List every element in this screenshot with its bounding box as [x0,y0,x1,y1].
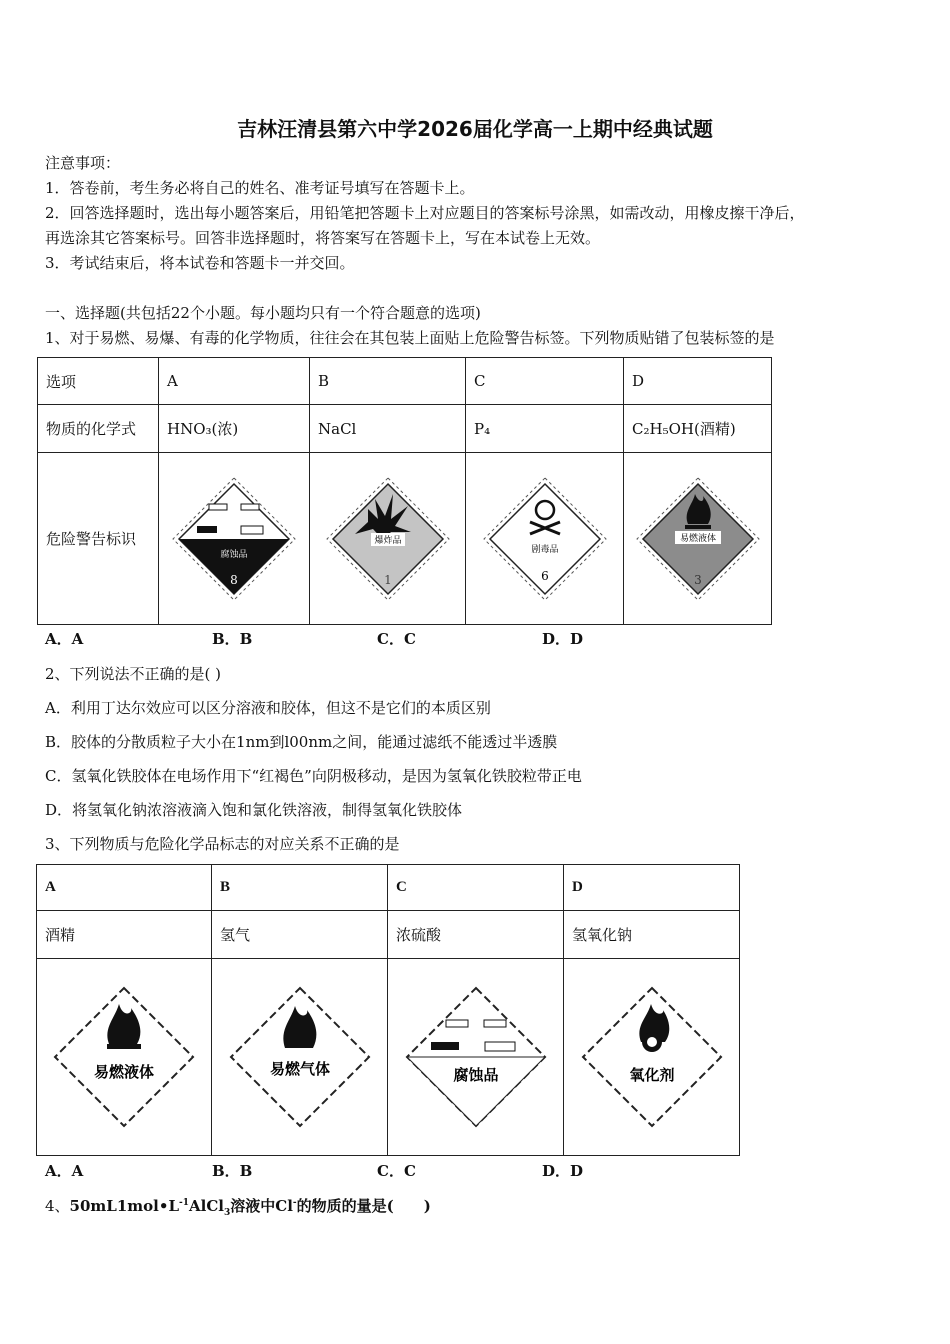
svg-text:爆炸品: 爆炸品 [373,535,402,546]
answer-option-d[interactable]: D．D [542,1162,584,1180]
superscript: -1 [179,1198,189,1208]
cell-option: A [159,358,310,405]
stem-text: AlCl [189,1197,224,1215]
cell-formula: P₄ [466,405,624,453]
answer-option-c[interactable]: C．氢氧化铁胶体在电场作用下“红褐色”向阴极移动，是因为氢氧化铁胶粒带正电 [45,767,582,785]
flammable-gas-hazard-sign [225,982,375,1132]
question-number: 4、 [45,1197,70,1215]
svg-text:腐蚀品: 腐蚀品 [452,1066,499,1084]
cell-formula: HNO₃(浓) [159,405,310,453]
svg-text:3: 3 [693,572,702,587]
cell-option: D [624,358,772,405]
answer-option-b[interactable]: B．B [212,1162,253,1180]
svg-text:6: 6 [540,568,549,583]
svg-text:腐蚀品: 腐蚀品 [220,549,248,560]
answer-option-d[interactable]: D．D [542,630,584,648]
subscript: 3 [223,1208,231,1218]
oxidizer-hazard-sign [577,982,727,1132]
svg-text:1: 1 [383,572,392,587]
cell-option: A [37,865,212,911]
stem-text: 的物质的量是( ) [296,1197,431,1215]
notice-item: 2．回答选择题时，选出每小题答案后，用铅笔把答题卡上对应题目的答案标号涂黑，如需改动，用橡皮擦干净后， [45,204,805,222]
corrosive-hazard-sign [169,474,299,604]
page-title: 吉林汪清县第六中学2026届化学高一上期中经典试题 [237,117,713,141]
cell-option: B [310,358,466,405]
cell-substance: 氢氧化钠 [564,911,740,959]
cell-substance: 浓硫酸 [388,911,564,959]
corrosive-hazard-sign [401,982,551,1132]
svg-text:易燃液体: 易燃液体 [679,533,716,544]
flammable-liquid-hazard-sign [633,474,763,604]
svg-text:易燃气体: 易燃气体 [269,1060,330,1078]
stem-text: 50mL1mol•L [69,1197,179,1215]
stem-text: 溶液中Cl [230,1197,293,1215]
answer-option-c[interactable]: C．C [377,630,416,648]
question-1-stem: 1、对于易燃、易爆、有毒的化学物质，往往会在其包装上面贴上危险警告标签。下列物质贴错了包装标签的是 [45,329,775,347]
cell-option: D [564,865,740,911]
question-3-stem: 3、下列物质与危险化学品标志的对应关系不正确的是 [45,835,400,853]
row-label: 危险警告标识 [38,453,159,625]
svg-text:8: 8 [230,572,238,587]
cell-option: C [388,865,564,911]
notice-item: 1．答卷前，考生务必将自己的姓名、准考证号填写在答题卡上。 [45,179,475,197]
svg-text:易燃液体: 易燃液体 [93,1063,155,1081]
cell-formula: NaCl [310,405,466,453]
question-2-stem: 2、下列说法不正确的是( ) [45,665,222,683]
cell-option: C [466,358,624,405]
question-1-table [37,357,772,625]
cell-substance: 氢气 [212,911,388,959]
answer-option-b[interactable]: B．B [212,630,253,648]
cell-option: B [212,865,388,911]
notice-heading: 注意事项： [45,154,121,172]
row-label: 物质的化学式 [38,405,159,453]
toxic-hazard-sign [480,474,610,604]
row-label: 选项 [38,358,159,405]
cell-formula: C₂H₅OH(酒精) [624,405,772,453]
flammable-liquid-hazard-sign [49,982,199,1132]
answer-option-b[interactable]: B．胶体的分散质粒子大小在1nm到l00nm之间，能通过滤纸不能透过半透膜 [45,733,558,751]
notice-item: 再选涂其它答案标号。回答非选择题时，将答案写在答题卡上，写在本试卷上无效。 [45,229,601,247]
answer-option-a[interactable]: A．A [45,630,84,648]
answer-option-a[interactable]: A．A [45,1162,84,1180]
svg-text:剧毒品: 剧毒品 [530,544,559,555]
answer-option-c[interactable]: C．C [377,1162,416,1180]
cell-substance: 酒精 [37,911,212,959]
question-4-stem [45,1195,431,1218]
notice-item: 3．考试结束后，将本试卷和答题卡一并交回。 [45,254,355,272]
answer-option-a[interactable]: A．利用丁达尔效应可以区分溶液和胶体，但这不是它们的本质区别 [45,699,491,717]
answer-option-d[interactable]: D．将氢氧化钠浓溶液滴入饱和氯化铁溶液，制得氢氧化铁胶体 [45,801,463,819]
explosive-hazard-sign [323,474,453,604]
superscript: - [292,1198,297,1208]
section-heading: 一、选择题(共包括22个小题。每小题均只有一个符合题意的选项) [45,304,481,322]
question-3-table [36,864,740,1156]
svg-text:氧化剂: 氧化剂 [628,1066,675,1084]
